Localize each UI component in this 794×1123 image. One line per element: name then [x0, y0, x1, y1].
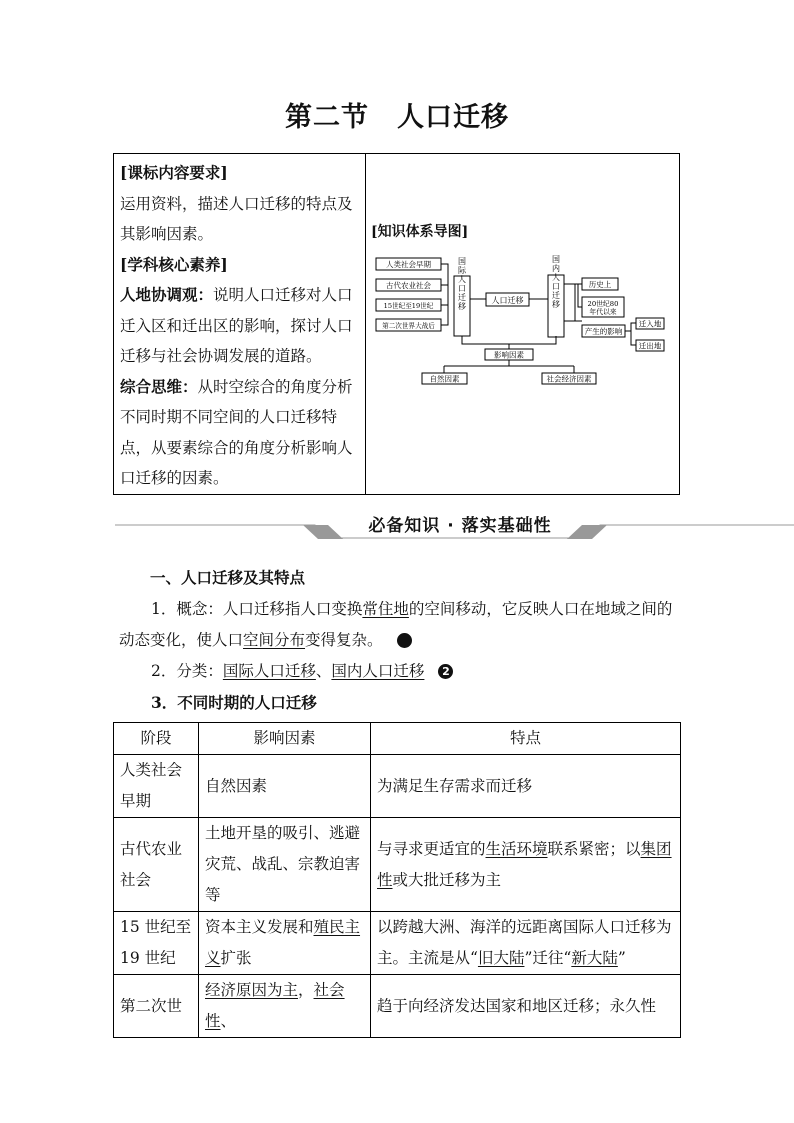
feature-key-new-world: 新大陆 [571, 949, 618, 967]
factor-cell: 土地开垦的吸引、逃避灾荒、战乱、宗教迫害等 [199, 818, 371, 912]
knowledge-map-heading: [知识体系导图] [371, 224, 469, 240]
table-row [114, 818, 681, 912]
map-period-3: 15世纪至19世纪 [383, 302, 434, 310]
concept-text-a: 人口迁移指人口变换 [222, 600, 363, 618]
feature-text: ”迁往“ [524, 949, 572, 967]
stage-cell: 古代农业社会 [114, 818, 199, 912]
concept-text-b: 的空间移动，它反映人口在地域之间的动态变化，使人口 [119, 600, 673, 649]
map-history: 历史上 [588, 280, 612, 289]
table-header-row [114, 723, 681, 755]
class-separator: 、 [315, 662, 332, 680]
concept-key-residence: 常住地 [362, 600, 409, 618]
map-impact: 产生的影响 [584, 327, 623, 336]
feature-key-old-world: 旧大陆 [477, 949, 525, 967]
integrated-thinking-text: 从时空综合的角度分析不同时期不同空间的人口迁移特点，从要素综合的角度分析影响人口迁移的因素。 [120, 377, 353, 487]
banner-title: 必备知识 · 落实基础性 [368, 516, 552, 536]
map-domestic: 国内人口迁移 [551, 255, 561, 309]
integrated-thinking-label: 综合思维： [120, 376, 198, 396]
class-domestic: 国内人口迁移 [331, 662, 425, 680]
note-marker-1[interactable]: 1 [397, 633, 412, 648]
concept-key-distribution: 空间分布 [243, 631, 306, 649]
feature-key-environment: 生活环境 [485, 839, 548, 858]
header-factor: 影响因素 [199, 723, 371, 755]
page-title: 第二节 人口迁移 [285, 102, 509, 133]
table-row [114, 912, 681, 975]
factor-key-social: 社会性 [205, 981, 345, 1030]
map-international: 国际人口迁移 [457, 257, 467, 311]
factor-cell [199, 912, 371, 975]
section-banner [115, 511, 794, 541]
curriculum-heading: [课标内容要求] [120, 163, 228, 182]
feature-cell [371, 912, 681, 975]
factor-cell: 自然因素 [199, 755, 371, 818]
map-since80-line1: 20世纪80 [587, 300, 619, 308]
table-row [114, 975, 681, 1038]
concept-paragraph [119, 594, 681, 656]
factor-text: 扩张 [220, 949, 252, 967]
map-center: 人口迁移 [491, 296, 524, 305]
factor-text: 资本主义发展和 [205, 918, 314, 936]
map-period-2: 古代农业社会 [386, 281, 431, 290]
core-literacy-heading: [学科核心素养] [120, 254, 228, 274]
stage-cell: 15 世纪至 19 世纪 [114, 912, 199, 975]
map-period-4: 第二次世界大战后 [382, 322, 435, 330]
factor-key-colonialism: 殖民主义 [205, 918, 361, 967]
periods-heading: 3．不同时期的人口迁移 [151, 693, 317, 712]
feature-cell [371, 818, 681, 912]
header-stage: 阶段 [114, 723, 199, 755]
map-out-area: 迁出地 [638, 341, 662, 351]
factor-text: ， [298, 981, 314, 999]
stage-cell: 人类社会早期 [114, 755, 199, 818]
factor-key-economic: 经济原因为主 [205, 981, 299, 999]
feature-text: 与寻求更适宜的 [377, 839, 486, 858]
feature-text: 以跨越大洲、海洋的远距离国际人口迁移为主。主流是从“ [377, 918, 672, 967]
map-natural: 自然因素 [429, 374, 460, 384]
feature-text: 联系紧密；以 [547, 839, 641, 858]
classification-line [151, 656, 453, 687]
map-in-area: 迁入地 [638, 319, 662, 329]
concept-text-c: 变得复杂。 [305, 631, 383, 649]
feature-key-collective: 集团性 [377, 839, 672, 889]
map-socio: 社会经济因素 [546, 374, 592, 384]
requirements-box [113, 153, 680, 495]
class-international: 国际人口迁移 [222, 662, 316, 680]
map-since80-line2: 年代以来 [589, 308, 617, 316]
factor-cell [199, 975, 371, 1038]
feature-cell: 为满足生存需求而迁移 [371, 755, 681, 818]
factor-text: 、 [220, 1012, 237, 1030]
map-period-1: 人类社会早期 [386, 260, 431, 269]
table-row [114, 755, 681, 818]
map-factors: 影响因素 [494, 350, 524, 360]
concept-label: 1．概念： [151, 600, 223, 618]
knowledge-map-diagram [114, 154, 681, 496]
human-earth-label: 人地协调观： [120, 285, 214, 304]
human-earth-text: 说明人口迁移对人口迁入区和迁出区的影响，探讨人口迁移与社会协调发展的道路。 [120, 286, 353, 365]
migration-periods-table [113, 722, 681, 1038]
class-label: 2．分类： [151, 662, 223, 680]
note-marker-2[interactable]: 2 [438, 664, 453, 679]
section1-heading: 一、人口迁移及其特点 [150, 568, 306, 587]
feature-text: ” [617, 949, 626, 967]
stage-cell: 第二次世 [114, 975, 199, 1038]
curriculum-text: 运用资料，描述人口迁移的特点及其影响因素。 [120, 194, 353, 243]
feature-cell: 趋于向经济发达国家和地区迁移；永久性 [371, 975, 681, 1038]
feature-text: 或大批迁移为主 [392, 870, 502, 889]
header-feature: 特点 [371, 723, 681, 755]
